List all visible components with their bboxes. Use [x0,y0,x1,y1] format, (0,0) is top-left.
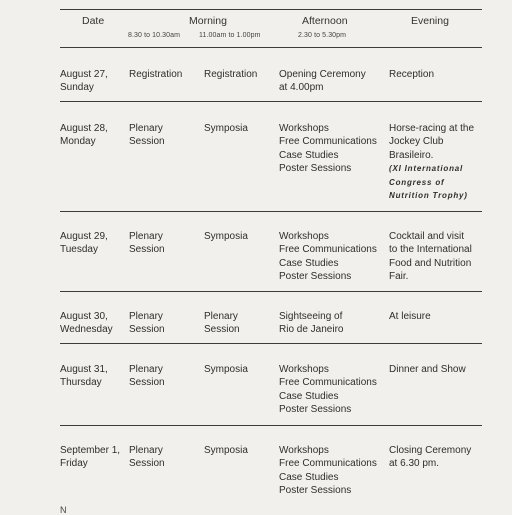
cell-line: Session [204,324,240,336]
cell-line: Dinner and Show [389,364,466,375]
cell-afternoon [279,230,377,284]
cell-line: Case Studies [279,471,339,483]
cell-line: Jockey Club [389,136,444,148]
header-morning-slot-1: 8.30 to 10.30am [128,32,181,39]
cell-line: Symposia [204,445,248,456]
cell-morning-1 [129,444,165,471]
cell-line: Poster Sessions [279,404,352,416]
row-divider [60,291,482,292]
cell-line: Plenary [129,123,163,134]
header-afternoon: Afternoon [302,15,348,27]
cell-morning-2 [204,122,248,135]
cell-evening [389,363,466,376]
cell-line: Opening Ceremony [279,69,366,80]
cell-line: Friday [60,458,88,470]
cell-line: Case Studies [279,390,339,402]
header-morning-slot-2: 11.00am to 1.00pm [199,32,261,39]
cell-line: August 27, [60,69,108,80]
cell-line: Free Communications [279,377,377,389]
cell-line: Symposia [204,364,248,375]
cell-line: Free Communications [279,136,377,148]
cell-line: Rio de Janeiro [279,324,344,336]
cell-line: Reception [389,69,435,80]
cell-line: Symposia [204,123,248,134]
cell-afternoon [279,310,343,337]
evening-note-line: (XI International [389,164,464,174]
cell-line: At leisure [389,311,431,322]
cell-line: Poster Sessions [279,271,352,283]
cell-line: Free Communications [279,244,377,256]
header-afternoon-slot: 2.30 to 5.30pm [298,32,347,39]
cell-line: Session [129,324,165,336]
cell-line: Wednesday [60,324,113,336]
cell-date [60,444,120,471]
cell-line: Registration [129,69,183,80]
cell-line: Registration [204,69,258,80]
cell-line: Workshops [279,231,329,242]
cell-morning-1 [129,363,165,390]
cell-evening [389,230,472,284]
cell-morning-1 [129,230,165,257]
cell-line: Plenary [129,445,163,456]
cell-line: Case Studies [279,149,339,161]
cell-line: Session [129,377,165,389]
cell-line: September 1, [60,445,121,456]
cell-line: Poster Sessions [279,163,352,175]
cell-line: Fair. [389,271,409,283]
cell-afternoon [279,363,377,417]
cell-morning-1 [129,68,182,81]
cell-line: Tuesday [60,244,98,256]
cell-line: Monday [60,136,96,148]
cell-evening [389,444,471,471]
cell-afternoon [279,444,377,498]
cell-morning-2 [204,230,248,243]
cell-line: August 30, [60,311,108,322]
cell-line: to the International [389,244,472,256]
cell-date [60,68,108,95]
cell-line: Plenary [129,311,163,322]
cell-line: Food and Nutrition [389,257,472,269]
cell-line: August 29, [60,231,108,242]
top-rule [60,9,482,10]
cell-evening [389,310,431,323]
cell-morning-2 [204,363,248,376]
cell-line: Plenary [129,231,163,242]
header-date: Date [82,15,105,27]
cell-morning-1 [129,122,165,149]
cell-date [60,363,108,390]
cell-line: Case Studies [279,257,339,269]
cell-line: Thursday [60,377,102,389]
cell-afternoon [279,68,366,95]
cell-morning-2 [204,68,257,81]
cell-morning-2 [204,310,240,337]
cell-line: Free Communications [279,458,377,470]
cell-afternoon [279,122,377,176]
evening-note-line: Congress of [389,177,445,187]
cell-line: August 31, [60,364,108,375]
row-divider [60,343,482,344]
cell-line: Workshops [279,364,329,375]
cell-line: at 4.00pm [279,82,324,94]
cell-line: Session [129,244,165,256]
cell-line: Plenary [204,311,238,322]
row-divider [60,425,482,426]
cell-line: Closing Ceremony [389,445,472,456]
cell-line: Workshops [279,123,329,134]
cell-evening [389,68,434,81]
cell-line: Session [129,458,165,470]
cell-line: Symposia [204,231,248,242]
cell-line: Poster Sessions [279,485,352,497]
cell-morning-2 [204,444,248,457]
header-rule [60,47,482,48]
cell-date [60,310,113,337]
cell-line: Sightseeing of [279,311,343,322]
cell-date [60,230,108,257]
header-evening: Evening [411,15,449,27]
cell-line: Cocktail and visit [389,231,465,242]
cell-line: Brasileiro. [389,149,434,161]
cell-line: Session [129,136,165,148]
cell-line: at 6.30 pm. [389,458,440,470]
cell-line: Workshops [279,445,329,456]
evening-note-line: Nutrition Trophy) [389,191,468,201]
header-morning: Morning [189,15,227,27]
row-divider [60,211,482,212]
footer-note: N [60,505,67,515]
cell-line: Horse-racing at the [389,123,475,134]
cell-line: August 28, [60,123,108,134]
cell-line: Sunday [60,82,94,94]
cell-evening [389,122,474,202]
cell-line: Plenary [129,364,163,375]
cell-morning-1 [129,310,165,337]
cell-date [60,122,108,149]
row-divider [60,101,482,102]
